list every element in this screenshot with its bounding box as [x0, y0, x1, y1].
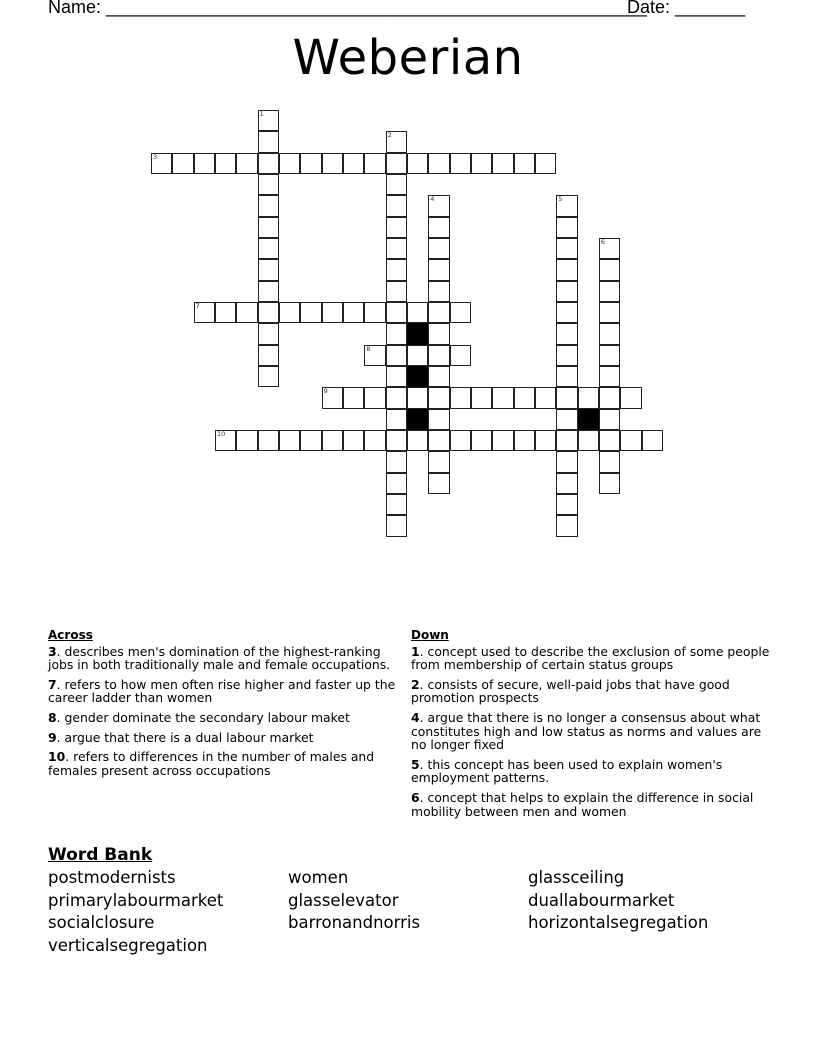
- grid-cell[interactable]: [300, 302, 321, 323]
- clue-number: 6: [411, 789, 420, 805]
- grid-cell[interactable]: [428, 323, 449, 344]
- clue-number: 8: [366, 344, 371, 353]
- grid-cell[interactable]: [492, 153, 513, 174]
- grid-cell[interactable]: [386, 195, 407, 216]
- page-title: Weberian: [292, 30, 524, 86]
- clue-number: 8: [48, 709, 57, 725]
- clue-item: 9. argue that there is a dual labour market: [48, 729, 314, 745]
- grid-cell[interactable]: [386, 302, 407, 323]
- word-bank-item: duallabourmarket: [528, 890, 675, 910]
- grid-cell[interactable]: [151, 153, 172, 174]
- grid-cell[interactable]: [450, 387, 471, 408]
- grid-cell[interactable]: [599, 387, 620, 408]
- grid-cell[interactable]: [258, 174, 279, 195]
- grid-cell[interactable]: [556, 238, 577, 259]
- grid-cell[interactable]: [386, 259, 407, 280]
- black-cell: [407, 409, 428, 430]
- clue-text: argue that there is a dual labour market: [64, 729, 314, 745]
- grid-cell[interactable]: [492, 430, 513, 451]
- grid-cell[interactable]: [386, 473, 407, 494]
- across-heading: Across: [48, 628, 93, 642]
- grid-cell[interactable]: [407, 387, 428, 408]
- clue-number: 9: [323, 387, 328, 396]
- clue-number: 7: [48, 676, 57, 692]
- grid-cell[interactable]: [428, 238, 449, 259]
- grid-cell[interactable]: [258, 195, 279, 216]
- grid-cell[interactable]: [450, 345, 471, 366]
- clue-item: 3. describes men's domination of the highest-ranking jobs in both traditionally male and female occupations.: [48, 643, 391, 673]
- grid-cell[interactable]: [492, 387, 513, 408]
- grid-cell[interactable]: [599, 238, 620, 259]
- grid-cell[interactable]: [428, 473, 449, 494]
- grid-cell[interactable]: [556, 323, 577, 344]
- grid-cell[interactable]: [428, 281, 449, 302]
- clue-text: this concept has been used to explain women's employment patterns.: [411, 756, 723, 786]
- grid-cell[interactable]: [258, 281, 279, 302]
- clue-item: 10. refers to differences in the number of males and females present across occupations: [48, 749, 375, 778]
- grid-cell[interactable]: [364, 153, 385, 174]
- across-clues: [48, 629, 403, 783]
- grid-cell[interactable]: [386, 323, 407, 344]
- grid-cell[interactable]: [279, 430, 300, 451]
- word-bank-item: socialclosure: [48, 913, 155, 932]
- clue-text: consists of secure, well-paid jobs that have good promotion prospects: [411, 676, 730, 706]
- grid-cell[interactable]: [322, 153, 343, 174]
- clue-text: concept that helps to explain the difference in social mobility between men and women: [411, 789, 754, 819]
- grid-cell[interactable]: [364, 302, 385, 323]
- grid-cell[interactable]: [428, 387, 449, 408]
- clue-text: gender dominate the secondary labour maket: [64, 709, 350, 725]
- grid-cell[interactable]: [322, 387, 343, 408]
- grid-cell[interactable]: [599, 345, 620, 366]
- grid-cell[interactable]: [556, 409, 577, 430]
- clue-number: 3: [48, 643, 57, 659]
- grid-cell[interactable]: [258, 366, 279, 387]
- grid-cell[interactable]: [386, 131, 407, 152]
- grid-cell[interactable]: [428, 259, 449, 280]
- grid-cell[interactable]: [322, 302, 343, 323]
- grid-cell[interactable]: [343, 153, 364, 174]
- grid-cell[interactable]: [514, 387, 535, 408]
- grid-cell[interactable]: [407, 345, 428, 366]
- clue-number: 5: [558, 195, 563, 204]
- grid-cell[interactable]: [620, 430, 641, 451]
- grid-cell[interactable]: [599, 430, 620, 451]
- date-field[interactable]: Date: _______: [627, 0, 746, 17]
- grid-cell[interactable]: [258, 302, 279, 323]
- clue-text: refers to differences in the number of males and females present across occupations: [48, 749, 375, 778]
- grid-cell[interactable]: [386, 345, 407, 366]
- grid-cell[interactable]: [407, 430, 428, 451]
- clue-text: describes men's domination of the highest-ranking jobs in both traditionally male and female occupations.: [48, 643, 391, 673]
- grid-cell[interactable]: [556, 430, 577, 451]
- grid-cell[interactable]: [599, 323, 620, 344]
- grid-cell[interactable]: [599, 259, 620, 280]
- grid-cell[interactable]: [428, 217, 449, 238]
- grid-cell[interactable]: [215, 430, 236, 451]
- grid-cell[interactable]: [578, 430, 599, 451]
- grid-cell[interactable]: [450, 302, 471, 323]
- grid-cell[interactable]: [556, 195, 577, 216]
- word-bank-heading: Word Bank: [48, 845, 153, 865]
- grid-cell[interactable]: [556, 259, 577, 280]
- grid-cell[interactable]: [450, 153, 471, 174]
- word-bank: [48, 845, 768, 957]
- grid-cell[interactable]: [343, 302, 364, 323]
- grid-cell[interactable]: [258, 131, 279, 152]
- grid-cell[interactable]: [279, 302, 300, 323]
- grid-cell[interactable]: [556, 451, 577, 472]
- grid-cell[interactable]: [258, 323, 279, 344]
- clue-number: 1: [411, 643, 420, 659]
- grid-cell[interactable]: [471, 153, 492, 174]
- grid-cell[interactable]: [215, 302, 236, 323]
- grid-cell[interactable]: [172, 153, 193, 174]
- grid-cell[interactable]: [364, 430, 385, 451]
- grid-cell[interactable]: [279, 153, 300, 174]
- grid-cell[interactable]: [556, 366, 577, 387]
- grid-cell[interactable]: [599, 366, 620, 387]
- grid-cell[interactable]: [428, 366, 449, 387]
- grid-cell[interactable]: [407, 153, 428, 174]
- clue-number: 9: [48, 729, 57, 745]
- clue-item: 5. this concept has been used to explain women's employment patterns.: [411, 756, 723, 786]
- clue-item: 6. concept that helps to explain the difference in social mobility between men and women: [411, 789, 754, 819]
- grid-cell[interactable]: [300, 153, 321, 174]
- grid-cell[interactable]: [343, 430, 364, 451]
- grid-cell[interactable]: [471, 387, 492, 408]
- word-bank-item: primarylabourmarket: [48, 890, 224, 910]
- grid-cell[interactable]: [386, 409, 407, 430]
- grid-cell[interactable]: [236, 302, 257, 323]
- grid-cell[interactable]: [428, 345, 449, 366]
- clue-number: 10: [216, 429, 226, 438]
- clue-number: 3: [153, 152, 158, 161]
- grid-cell[interactable]: [386, 366, 407, 387]
- grid-cell[interactable]: [428, 451, 449, 472]
- grid-cell[interactable]: [258, 238, 279, 259]
- clue-item: 2. consists of secure, well-paid jobs that have good promotion prospects: [411, 676, 730, 706]
- grid-cell[interactable]: [386, 217, 407, 238]
- grid-cell[interactable]: [194, 153, 215, 174]
- clue-item: 7. refers to how men often rise higher and faster up the career ladder than women: [48, 676, 396, 706]
- clue-text: refers to how men often rise higher and faster up the career ladder than women: [48, 676, 396, 706]
- grid-cell[interactable]: [428, 430, 449, 451]
- grid-cell[interactable]: [407, 302, 428, 323]
- grid-cell[interactable]: [642, 430, 663, 451]
- grid-cell[interactable]: [386, 174, 407, 195]
- grid-cell[interactable]: [258, 259, 279, 280]
- grid-cell[interactable]: [514, 430, 535, 451]
- grid-cell[interactable]: [386, 451, 407, 472]
- grid-cell[interactable]: [514, 153, 535, 174]
- grid-cell[interactable]: [556, 302, 577, 323]
- grid-cell[interactable]: [428, 302, 449, 323]
- grid-cell[interactable]: [428, 409, 449, 430]
- grid-cell[interactable]: [386, 515, 407, 536]
- grid-cell[interactable]: [236, 153, 257, 174]
- black-cell: [407, 366, 428, 387]
- grid-cell[interactable]: [556, 281, 577, 302]
- grid-cell[interactable]: [535, 430, 556, 451]
- grid-cell[interactable]: [194, 302, 215, 323]
- grid-cell[interactable]: [556, 217, 577, 238]
- grid-cell[interactable]: [599, 473, 620, 494]
- grid-cell[interactable]: [258, 110, 279, 131]
- grid-cell[interactable]: [578, 387, 599, 408]
- clue-number: 6: [600, 237, 606, 246]
- word-bank-item: barronandnorris: [288, 913, 421, 932]
- clue-number: 2: [411, 676, 420, 692]
- clue-number: 10: [48, 749, 66, 765]
- grid-cell[interactable]: [428, 195, 449, 216]
- grid-cell[interactable]: [364, 345, 385, 366]
- grid-cell[interactable]: [364, 387, 385, 408]
- word-bank-item: women: [288, 868, 349, 887]
- grid-cell[interactable]: [535, 387, 556, 408]
- clue-number: 5: [411, 756, 420, 772]
- clue-number: 4: [411, 709, 420, 725]
- grid-cell[interactable]: [215, 153, 236, 174]
- grid-cell[interactable]: [599, 451, 620, 472]
- grid-cell[interactable]: [471, 430, 492, 451]
- grid-cell[interactable]: [322, 430, 343, 451]
- grid-cell[interactable]: [386, 494, 407, 515]
- name-field[interactable]: Name: ______________________________________________________: [48, 0, 647, 17]
- clue-item: 8. gender dominate the secondary labour maket: [48, 709, 350, 725]
- grid-cell[interactable]: [556, 515, 577, 536]
- grid-cell[interactable]: [343, 387, 364, 408]
- grid-cell[interactable]: [386, 430, 407, 451]
- grid-cell[interactable]: [258, 345, 279, 366]
- grid-cell[interactable]: [450, 430, 471, 451]
- grid-cell[interactable]: [599, 409, 620, 430]
- grid-cell[interactable]: [258, 153, 279, 174]
- word-bank-item: postmodernists: [48, 868, 176, 887]
- grid-cell[interactable]: [556, 473, 577, 494]
- clue-text: argue that there is no longer a consensus about what constitutes high and low status as norms and values are no longer fixed: [411, 709, 762, 753]
- grid-cell[interactable]: [386, 238, 407, 259]
- clue-item: 1. concept used to describe the exclusion of some people from membership of certain status groups: [411, 643, 770, 673]
- word-bank-item: verticalsegregation: [48, 935, 208, 955]
- clue-number: 2: [387, 131, 392, 140]
- word-bank-item: horizontalsegregation: [528, 913, 709, 932]
- word-bank-item: glassceiling: [528, 868, 625, 887]
- grid-cell[interactable]: [599, 302, 620, 323]
- down-clues: [411, 629, 771, 824]
- down-heading: Down: [411, 628, 449, 642]
- grid-cell[interactable]: [620, 387, 641, 408]
- clue-number: 7: [195, 301, 200, 310]
- grid-cell[interactable]: [535, 153, 556, 174]
- clue-text: concept used to describe the exclusion of some people from membership of certain status groups: [411, 643, 770, 673]
- grid-cell[interactable]: [236, 430, 257, 451]
- clue-number: 4: [430, 195, 435, 204]
- black-cell: [407, 323, 428, 344]
- grid-cell[interactable]: [386, 387, 407, 408]
- grid-cell[interactable]: [428, 153, 449, 174]
- grid-cell[interactable]: [599, 281, 620, 302]
- grid-cell[interactable]: [556, 494, 577, 515]
- grid-cell[interactable]: [386, 281, 407, 302]
- clue-number: 1: [259, 110, 264, 118]
- grid-cell[interactable]: [300, 430, 321, 451]
- grid-cell[interactable]: [258, 430, 279, 451]
- black-cell: [578, 409, 599, 430]
- grid-cell[interactable]: [386, 153, 407, 174]
- word-bank-item: glasselevator: [288, 890, 399, 910]
- grid-cell[interactable]: [258, 217, 279, 238]
- clue-item: 4. argue that there is no longer a consensus about what constitutes high and low status as norms and values are no longer fixed: [411, 709, 762, 753]
- grid-cell[interactable]: [556, 345, 577, 366]
- grid-cell[interactable]: [556, 387, 577, 408]
